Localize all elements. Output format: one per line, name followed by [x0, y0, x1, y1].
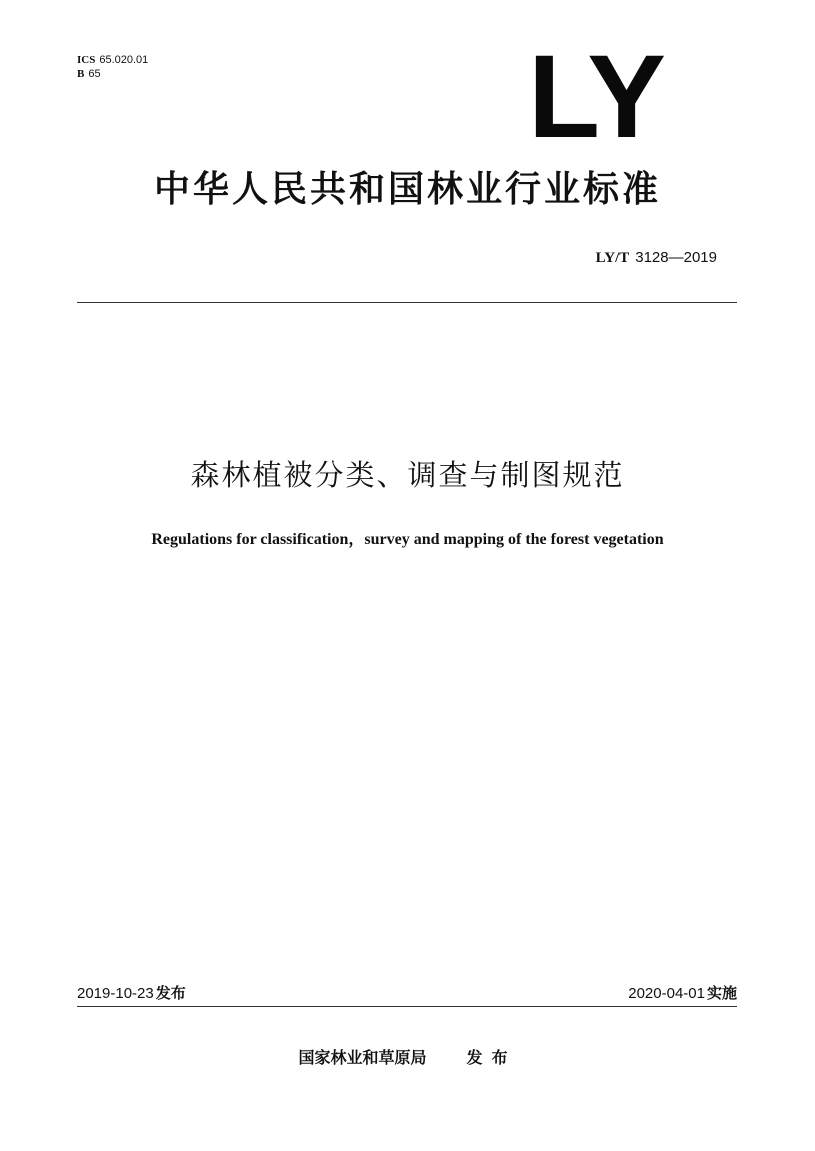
ics-label: ICS: [77, 54, 96, 66]
standard-code: LY/T: [595, 250, 630, 266]
standard-number: [596, 247, 717, 268]
publisher-action: 发布: [466, 1048, 517, 1067]
ics-classification: [77, 53, 148, 81]
ly-logo: LY: [528, 31, 664, 163]
ics-code: 65.020.01: [99, 54, 149, 66]
chinese-title: 森林植被分类、调查与制图规范: [190, 458, 625, 492]
standard-num: 3128—2019: [635, 249, 717, 266]
implement-date-label: 实施: [706, 984, 737, 1002]
publisher-org: 国家林业和草原局: [298, 1048, 427, 1067]
issue-date-label: 发布: [155, 984, 186, 1002]
issue-date-value: 2019-10-23: [77, 985, 154, 1002]
publisher: [0, 1046, 815, 1070]
issue-date: [77, 983, 186, 1004]
ccs-line: [77, 67, 148, 81]
implement-date-value: 2020-04-01: [628, 985, 705, 1002]
implement-date: [628, 983, 737, 1004]
ccs-label: B: [77, 68, 85, 80]
bottom-divider: [77, 1006, 737, 1007]
top-divider: [77, 302, 737, 303]
ics-line: [77, 53, 148, 67]
ccs-code: 65: [88, 68, 101, 80]
english-title: Regulations for classification，survey and mapping of the forest vegetation: [151, 531, 664, 548]
standard-type-title: 中华人民共和国林业行业标准: [153, 169, 661, 210]
